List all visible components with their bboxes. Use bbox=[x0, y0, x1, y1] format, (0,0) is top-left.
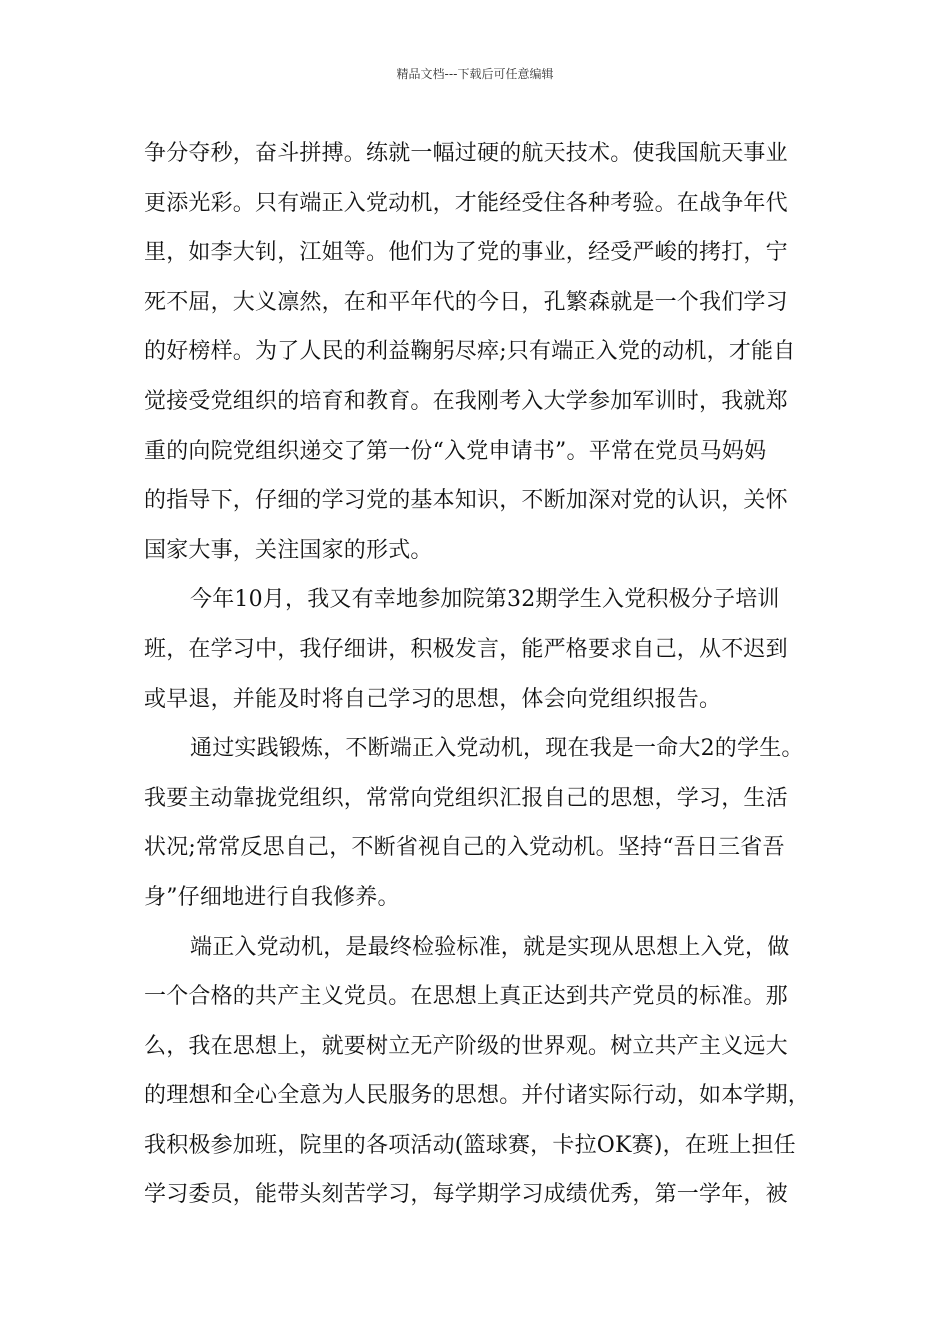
text-line: 觉接受党组织的培育和教育。在我刚考入大学参加军训时，我就郑 bbox=[144, 388, 788, 414]
text-line: 里，如李大钊，江姐等。他们为了党的事业，经受严峻的拷打，宁 bbox=[144, 240, 788, 266]
text-line: 状况;常常反思自己，不断省视自己的入党动机。坚持“吾日三省吾 bbox=[144, 835, 785, 861]
text-line: 死不屈，大义凛然，在和平年代的今日，孔繁森就是一个我们学习 bbox=[144, 289, 788, 315]
document-body bbox=[144, 129, 809, 1220]
text-line: 争分夺秒，奋斗拼搏。练就一幅过硬的航天技术。使我国航天事业 bbox=[144, 141, 788, 166]
page-header: 精品文档---下载后可任意编辑 bbox=[396, 67, 554, 81]
text-line: 国家大事，关注国家的形式。 bbox=[144, 537, 433, 563]
text-line: 学习委员，能带头刻苦学习，每学期学习成绩优秀，第一学年，被 bbox=[144, 1182, 788, 1208]
text-line: 我要主动靠拢党组织，常常向党组织汇报自己的思想，学习，生活 bbox=[144, 785, 788, 811]
text-line: 我积极参加班，院里的各项活动(篮球赛，卡拉OK赛)，在班上担任 bbox=[144, 1132, 796, 1158]
text-line: 重的向院党组织递交了第一份“入党申请书”。平常在党员马妈妈 bbox=[144, 438, 767, 464]
text-line: 身”仔细地进行自我修养。 bbox=[144, 884, 400, 910]
text-line: 的好榜样。为了人民的利益鞠躬尽瘁;只有端正入党的动机，才能自 bbox=[144, 339, 796, 365]
text-line: 么，我在思想上，就要树立无产阶级的世界观。树立共产主义远大 bbox=[144, 1033, 788, 1059]
text-line: 或早退，并能及时将自己学习的思想，体会向党组织报告。 bbox=[144, 686, 722, 712]
text-line: 班，在学习中，我仔细讲，积极发言，能严格要求自己，从不迟到 bbox=[144, 636, 788, 662]
paragraph-start-line: 通过实践锻炼，不断端正入党动机，现在我是一命大2的学生。 bbox=[190, 736, 804, 762]
paragraph-start-line: 今年10月，我又有幸地参加院第32期学生入党积极分子培训 bbox=[190, 587, 780, 613]
paragraph-start-line: 端正入党动机，是最终检验标准，就是实现从思想上入党，做 bbox=[190, 934, 790, 960]
text-line: 的理想和全心全意为人民服务的思想。并付诸实际行动，如本学期， bbox=[144, 1083, 811, 1109]
text-line: 的指导下，仔细的学习党的基本知识，不断加深对党的认识，关怀 bbox=[144, 488, 788, 514]
text-line: 一个合格的共产主义党员。在思想上真正达到共产党员的标准。那 bbox=[144, 984, 788, 1010]
text-line: 更添光彩。只有端正入党动机，才能经受住各种考验。在战争年代 bbox=[144, 190, 788, 216]
